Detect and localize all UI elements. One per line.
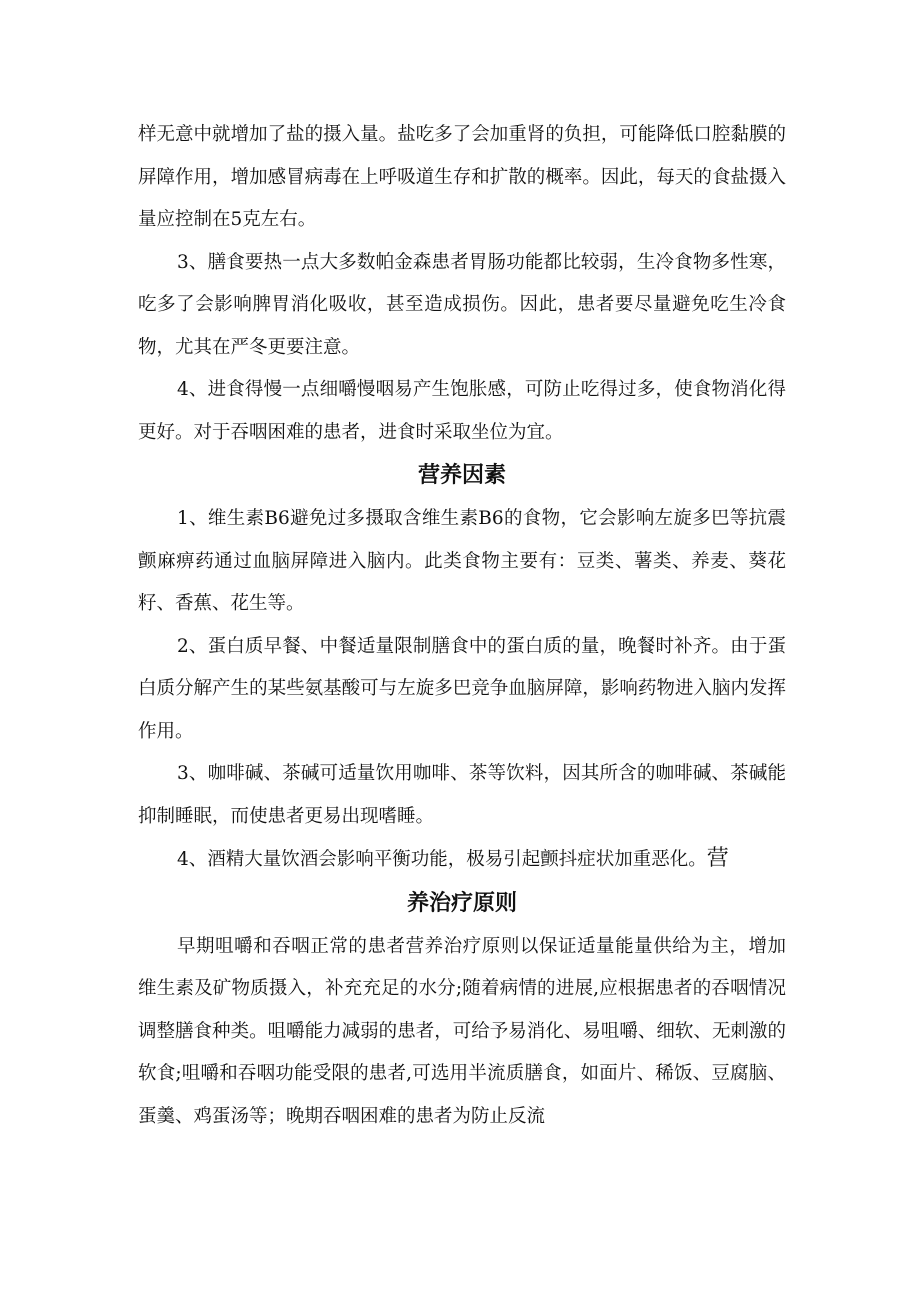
paragraph-alcohol	[138, 838, 786, 882]
paragraph-salt-intake: 样无意中就增加了盐的摄入量。盐吃多了会加重肾的负担，可能降低口腔黏膜的屏障作用，增加感冒病毒在上呼吸道生存和扩散的概率。因此，每天的食盐摄入量应控制在5克左右。	[138, 124, 786, 230]
paragraph-alcohol-text: 4、酒精大量饮酒会影响平衡功能，极易引起颤抖症状加重恶化。	[177, 849, 707, 870]
paragraph-warm-diet: 3、膳食要热一点大多数帕金森患者胃肠功能都比较弱，生冷食物多性寒，吃多了会影响脾胃消化吸收，甚至造成损伤。因此，患者要尽量避免吃生冷食物，尤其在严冬更要注意。	[138, 251, 786, 358]
paragraph-treatment-principle: 早期咀嚼和吞咽正常的患者营养治疗原则以保证适量能量供给为主，增加维生素及矿物质摄入，补充充足的水分;随着病情的进展,应根据患者的吞咽情况调整膳食种类。咀嚼能力减弱的患者，可给予易消化、易咀嚼、细软、无刺激的软食;咀嚼和吞咽功能受限的患者,可选用半流质膳食，如面片、稀饭、豆腐脑、蛋羹、鸡蛋汤等；晚期吞咽困难的患者为防止反流	[138, 935, 786, 1127]
paragraph-eat-slowly: 4、进食得慢一点细嚼慢咽易产生饱胀感，可防止吃得过多，使食物消化得更好。对于吞咽困难的患者，进食时采取坐位为宜。	[138, 379, 786, 443]
heading-nutrition-principle: 养治疗原则	[406, 890, 517, 916]
paragraph-vitamin-b6: 1、维生素B6避免过多摄取含维生素B6的食物，它会影响左旋多巴等抗震颤麻痹药通过血脑屏障进入脑内。此类食物主要有：豆类、薯类、养麦、葵花籽、香蕉、花生等。	[138, 508, 786, 614]
document-page	[138, 114, 786, 1138]
paragraph-protein: 2、蛋白质早餐、中餐适量限制膳食中的蛋白质的量，晚餐时补齐。由于蛋白质分解产生的某些氨基酸可与左旋多巴竞争血脑屏障，影响药物进入脑内发挥作用。	[138, 635, 786, 742]
paragraph-caffeine: 3、咖啡碱、茶碱可适量饮用咖啡、茶等饮料，因其所含的咖啡碱、茶碱能抑制睡眠，而使患者更易出现嗜睡。	[138, 763, 786, 827]
heading-nutrition-factors: 营养因素	[417, 463, 506, 488]
heading-principle-first-char: 营	[706, 846, 729, 871]
